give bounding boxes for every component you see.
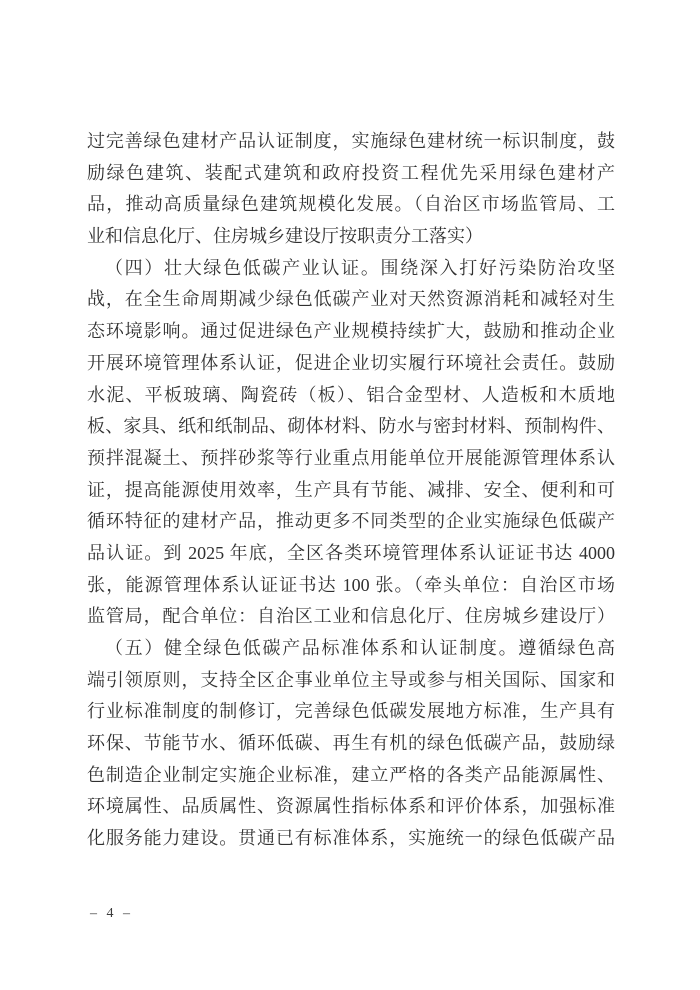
text-line: （四）壮大绿色低碳产业认证。围绕深入打好污染防治攻坚 xyxy=(105,257,615,278)
text-line: 化服务能力建设。贯通已有标准体系，实施统一的绿色低碳产品 xyxy=(87,828,615,849)
text-line: 品，推动高质量绿色建筑规模化发展。（自治区市场监管局、工 xyxy=(87,194,615,215)
text-line: 循环特征的建材产品，推动更多不同类型的企业实施绿色低碳产 xyxy=(87,511,615,532)
text-line: 端引领原则，支持全区企事业单位主导或参与相关国际、国家和 xyxy=(87,669,615,690)
text-line: 态环境影响。通过促进绿色产业规模持续扩大，鼓励和推动企业 xyxy=(87,321,615,342)
text-line: 预拌混凝土、预拌砂浆等行业重点用能单位开展能源管理体系认 xyxy=(87,447,615,468)
text-line: 色制造企业制定实施企业标准，建立严格的各类产品能源属性、 xyxy=(87,764,615,785)
document-body xyxy=(87,126,615,855)
text-line: 战，在全生命周期减少绿色低碳产业对天然资源消耗和减轻对生 xyxy=(87,289,615,310)
text-line: （五）健全绿色低碳产品标准体系和认证制度。遵循绿色高 xyxy=(105,638,615,658)
page-number: – 4 – xyxy=(90,906,133,921)
text-line: 张，能源管理体系认证证书达 100 张。（牵头单位：自治区市场 xyxy=(87,574,615,595)
text-line: 水泥、平板玻璃、陶瓷砖（板）、铝合金型材、人造板和木质地 xyxy=(87,384,615,405)
text-line: 励绿色建筑、装配式建筑和政府投资工程优先采用绿色建材产 xyxy=(87,162,615,183)
text-line: 监管局，配合单位：自治区工业和信息化厅、住房城乡建设厅） xyxy=(87,606,615,627)
text-line: 环保、节能节水、循环低碳、再生有机的绿色低碳产品，鼓励绿 xyxy=(87,733,615,754)
text-line: 开展环境管理体系认证，促进企业切实履行环境社会责任。鼓励 xyxy=(87,352,615,373)
text-line: 业和信息化厅、住房城乡建设厅按职责分工落实） xyxy=(87,226,483,247)
text-line: 板、家具、纸和纸制品、砌体材料、防水与密封材料、预制构件、 xyxy=(87,416,615,437)
text-line: 证，提高能源使用效率，生产具有节能、减排、安全、便利和可 xyxy=(87,479,615,500)
text-line: 品认证。到 2025 年底，全区各类环境管理体系认证证书达 4000 xyxy=(87,542,615,563)
text-line: 行业标准制度的制修订，完善绿色低碳发展地方标准，生产具有 xyxy=(87,701,615,722)
text-line: 环境属性、品质属性、资源属性指标体系和评价体系，加强标准 xyxy=(87,796,615,817)
text-line: 过完善绿色建材产品认证制度，实施绿色建材统一标识制度，鼓 xyxy=(87,131,615,151)
